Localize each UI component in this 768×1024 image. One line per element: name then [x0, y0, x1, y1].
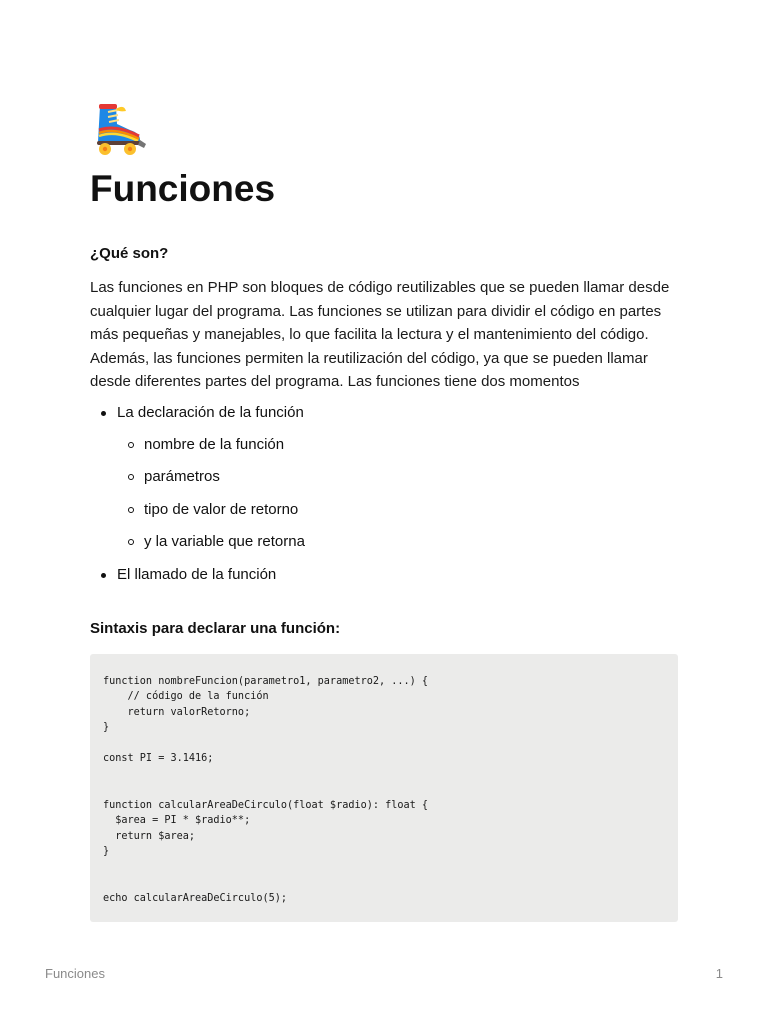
- sub-list-item: tipo de valor de retorno: [117, 499, 678, 521]
- moments-list: [90, 402, 678, 586]
- page-title: Funciones: [90, 168, 276, 209]
- sub-list-item: parámetros: [117, 466, 678, 488]
- section-heading-que-son: ¿Qué son?: [90, 245, 169, 262]
- list-item-label: La declaración de la función: [117, 403, 304, 421]
- section-heading-sintaxis: Sintaxis para declarar una función:: [90, 619, 341, 637]
- document-page: [90, 100, 678, 922]
- code-block[interactable]: function nombreFuncion(parametro1, parametro2, ...) { // código de la función return valorRetorno; } const PI = 3.1416; function calcularAreaDeCirculo(float $radio): float { $area = PI * $radio**; return $area; } echo calcularAreaDeCirculo(5);: [90, 654, 678, 923]
- intro-paragraph: Las funciones en PHP son bloques de código reutilizables que se pueden llamar desde cualquier lugar del programa. Las funciones se utilizan para dividir el código en partes más pequeñas y manejables, lo que facilita la lectura y el mantenimiento del código. Además, las funciones permiten la reutilización del código, ya que se pueden llamar desde diferentes partes del programa. Las funciones tiene dos momentos: [90, 279, 670, 390]
- roller-skate-icon: [90, 100, 146, 156]
- list-item: [90, 402, 678, 554]
- page-number: 1: [715, 966, 723, 981]
- footer-title: Funciones: [45, 966, 105, 981]
- sub-list-item: y la variable que retorna: [117, 531, 678, 553]
- sub-list: [117, 434, 678, 554]
- sub-list-item: nombre de la función: [117, 434, 678, 456]
- list-item: El llamado de la función: [90, 564, 678, 586]
